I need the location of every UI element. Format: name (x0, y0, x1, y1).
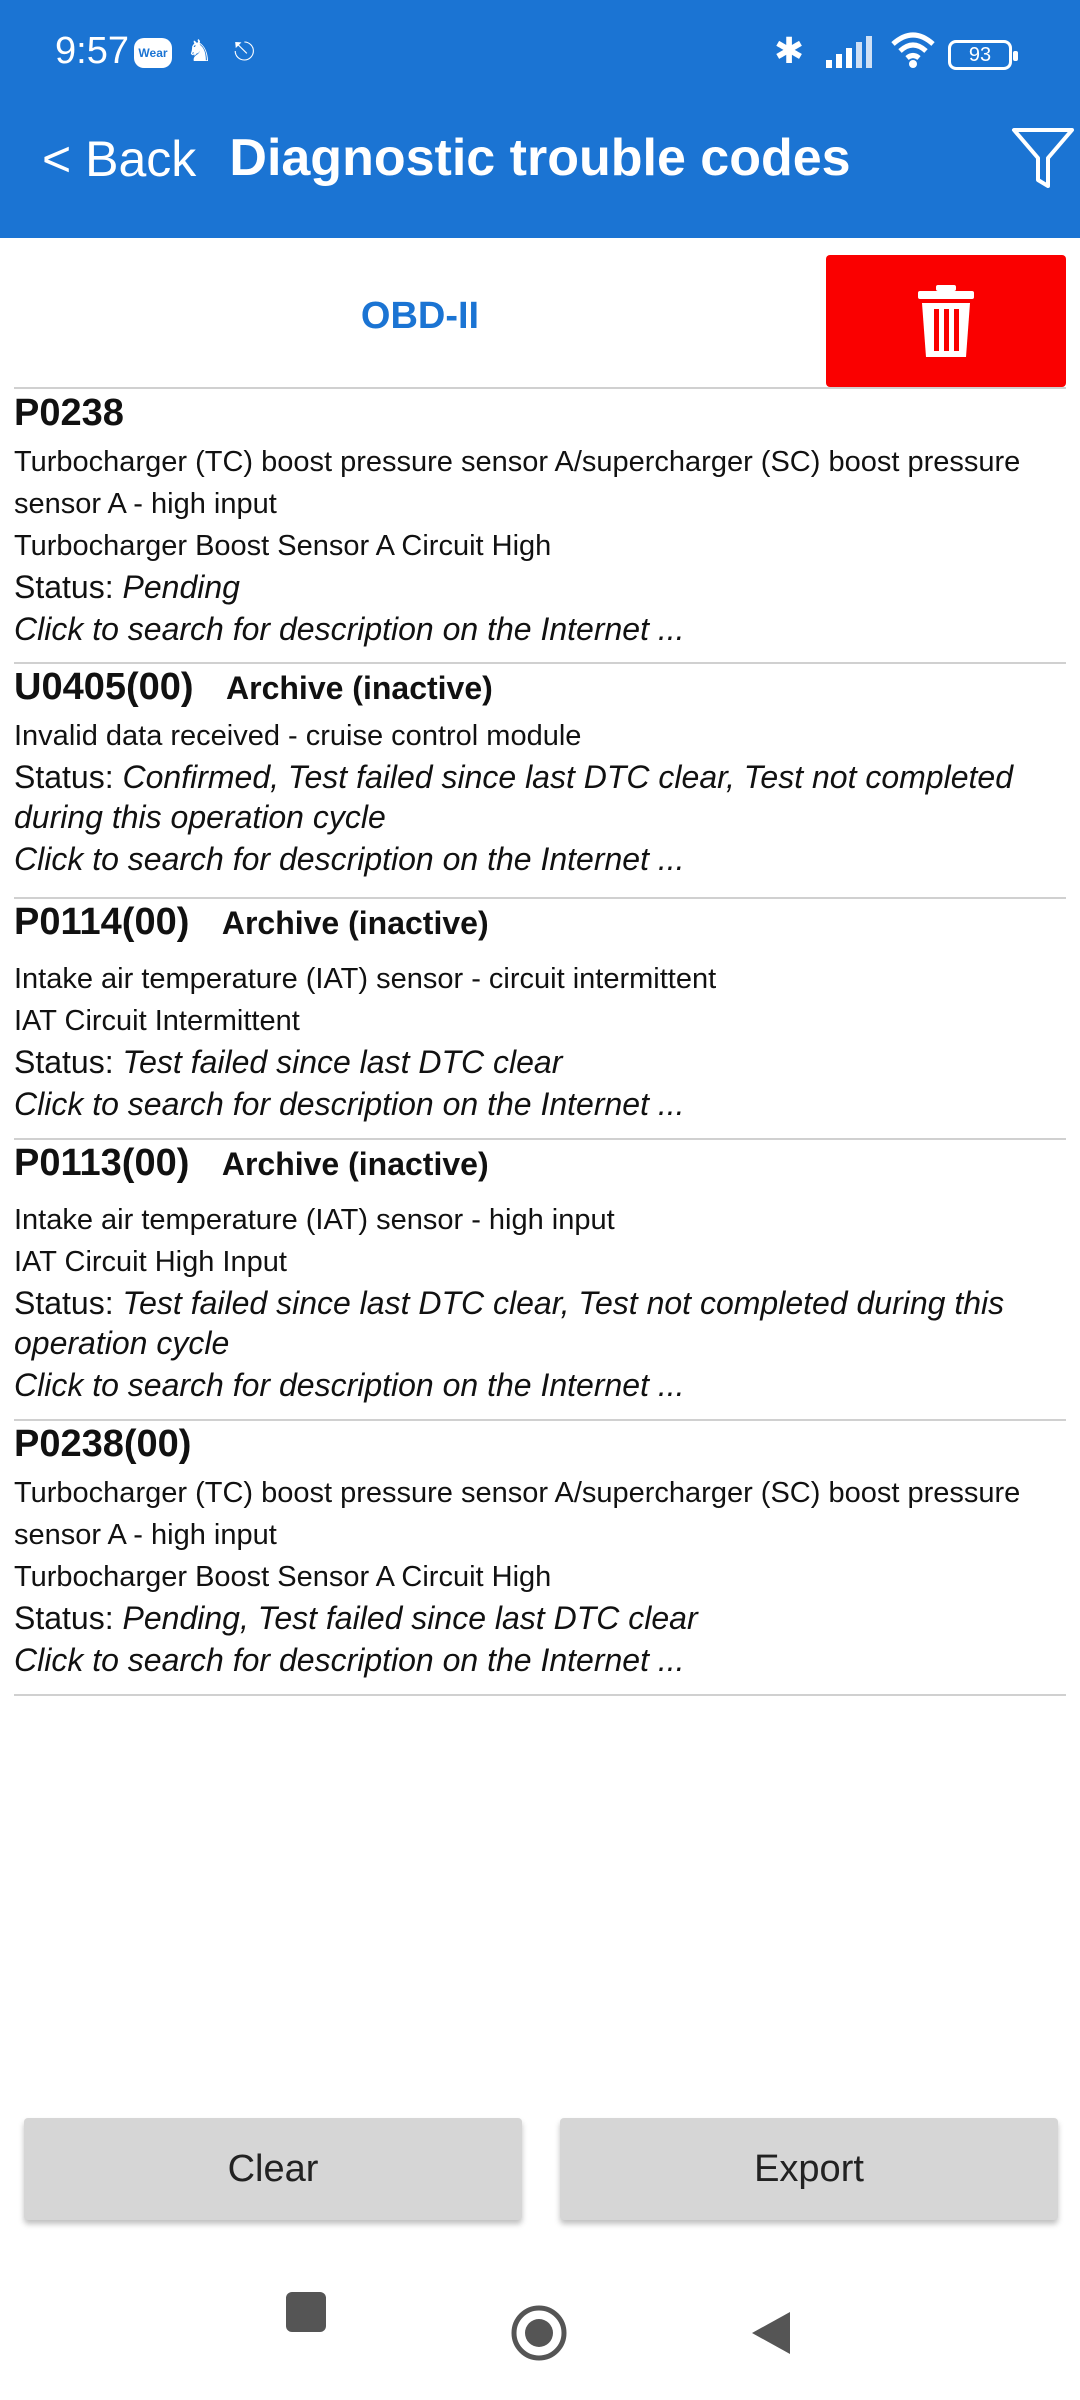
filter-icon[interactable] (1008, 124, 1078, 194)
search-link[interactable]: Click to search for description on the Internet ... (14, 1367, 685, 1403)
dtc-code: P0113(00) (14, 1142, 190, 1184)
status-value: Test failed since last DTC clear (122, 1044, 563, 1080)
dtc-status (14, 1042, 1066, 1082)
delete-button[interactable] (826, 255, 1066, 387)
dtc-status (14, 567, 1066, 607)
dtc-code: U0405(00) (14, 666, 194, 708)
dtc-item[interactable] (14, 392, 1066, 651)
wear-icon: Wear (134, 38, 172, 68)
divider (14, 387, 1066, 389)
dtc-description: Intake air temperature (IAT) sensor - high input (14, 1204, 615, 1236)
dtc-description: IAT Circuit Intermittent (14, 1005, 300, 1037)
dtc-status (14, 757, 1066, 837)
car-icon: ⎋ (234, 36, 255, 66)
dtc-item[interactable] (14, 901, 1066, 1126)
dtc-description: Turbocharger Boost Sensor A Circuit High (14, 1561, 552, 1593)
tab-obd-ii[interactable]: OBD-II (360, 295, 480, 337)
search-link[interactable]: Click to search for description on the Internet ... (14, 611, 685, 647)
person-icon: ♞ (186, 35, 213, 68)
back-button[interactable]: < Back (42, 131, 197, 187)
status-value: Confirmed, Test failed since last DTC clear, Test not completed during this operation cycle (14, 759, 1013, 835)
status-label: Status: (14, 1044, 114, 1080)
dtc-item[interactable] (14, 1423, 1066, 1682)
dtc-description: Turbocharger Boost Sensor A Circuit High (14, 530, 552, 562)
status-bar (0, 0, 1080, 110)
dtc-code: P0238 (14, 392, 124, 434)
dtc-code: P0238(00) (14, 1423, 192, 1465)
divider (14, 897, 1066, 899)
archive-badge: Archive (inactive) (221, 1146, 489, 1182)
status-label: Status: (14, 1285, 114, 1321)
battery-icon: 93 (948, 40, 1012, 70)
status-value: Pending (122, 569, 240, 605)
back-nav-icon[interactable] (750, 2310, 792, 2356)
archive-badge: Archive (inactive) (226, 670, 493, 706)
divider (14, 1694, 1066, 1696)
dtc-code: P0114(00) (14, 901, 190, 943)
status-time: 9:57 (55, 30, 129, 72)
wifi-icon (890, 30, 936, 70)
dtc-description: Turbocharger (TC) boost pressure sensor A/supercharger (SC) boost pressure (14, 446, 1021, 478)
app-bar (0, 0, 1080, 238)
dtc-description: Intake air temperature (IAT) sensor - circuit intermittent (14, 963, 717, 995)
archive-badge: Archive (inactive) (221, 905, 489, 941)
search-link[interactable]: Click to search for description on the Internet ... (14, 841, 685, 877)
trash-icon (916, 285, 976, 359)
status-label: Status: (14, 1600, 114, 1636)
dtc-description: Invalid data received - cruise control module (14, 720, 582, 752)
clear-button[interactable]: Clear (24, 2118, 522, 2220)
bluetooth-icon: ✱ (774, 30, 805, 71)
signal-icon (826, 36, 876, 70)
page-title: Diagnostic trouble codes (229, 129, 851, 187)
dtc-item[interactable] (14, 666, 1066, 881)
dtc-item[interactable] (14, 1142, 1066, 1407)
dtc-description: sensor A - high input (14, 488, 277, 520)
status-label: Status: (14, 569, 114, 605)
dtc-status (14, 1598, 1066, 1638)
divider (14, 1138, 1066, 1140)
dtc-description: sensor A - high input (14, 1519, 277, 1551)
dtc-status (14, 1283, 1066, 1363)
home-nav-icon[interactable] (510, 2304, 568, 2362)
divider (14, 662, 1066, 664)
dtc-description: IAT Circuit High Input (14, 1246, 287, 1278)
search-link[interactable]: Click to search for description on the Internet ... (14, 1086, 685, 1122)
search-link[interactable]: Click to search for description on the Internet ... (14, 1642, 685, 1678)
status-value: Test failed since last DTC clear, Test not completed during this operation cycle (14, 1285, 1005, 1361)
dtc-description: Turbocharger (TC) boost pressure sensor A/supercharger (SC) boost pressure (14, 1477, 1021, 1509)
status-value: Pending, Test failed since last DTC clear (122, 1600, 698, 1636)
export-button[interactable]: Export (560, 2118, 1058, 2220)
recents-nav-icon[interactable] (284, 2290, 328, 2334)
divider (14, 1419, 1066, 1421)
status-label: Status: (14, 759, 114, 795)
